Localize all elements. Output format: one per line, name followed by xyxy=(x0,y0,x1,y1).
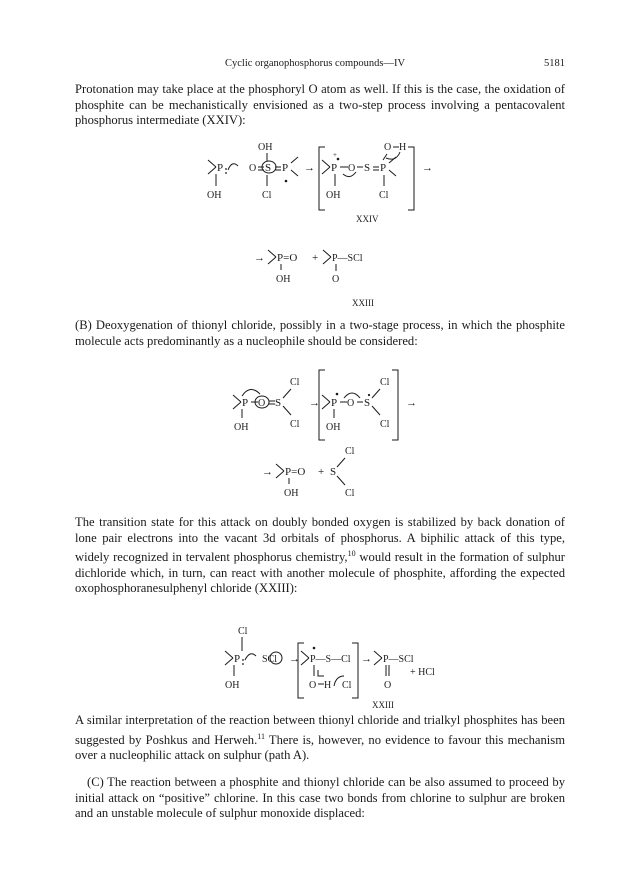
s3-intermediate-p: P xyxy=(331,397,338,409)
s3-intermediate-s: S xyxy=(364,397,371,409)
s4-oh: OH xyxy=(284,488,299,499)
s3-s: S xyxy=(275,397,282,409)
s5-scl: SCl xyxy=(262,654,278,665)
s2-p-scl: P—SCl xyxy=(332,253,363,264)
s3-intermediate-cl-bottom: Cl xyxy=(380,419,390,430)
s4-arrow: → xyxy=(262,466,273,478)
s1-curved-arrow-1 xyxy=(228,164,238,170)
s5-arrow-1: → xyxy=(289,653,300,665)
s4-s: S xyxy=(330,466,337,478)
s1-xxiv-o: O xyxy=(348,163,356,174)
s5-cl-top: Cl xyxy=(238,626,248,637)
s4-p-o: P=O xyxy=(285,466,306,478)
s1-arrow-1: → xyxy=(304,162,315,174)
similar-text-2: There is, however, no evidence to favour this mechanism over a nucleophilic attack on sulphur (path A). xyxy=(75,732,565,763)
svg-text:+: + xyxy=(333,151,337,159)
s3-cl-bottom: Cl xyxy=(290,419,300,430)
s4-cl-top: Cl xyxy=(345,446,355,457)
paragraph-positive-chlorine: (C) The reaction between a phosphite and thionyl chloride can be also assumed to proceed by initial attack on “positive” chlorine. In this case two bonds from chlorine to sulphur are broken and an unstable molecule of sulphur monoxide displaced: xyxy=(75,775,565,820)
s1-socl2-o: O xyxy=(249,163,257,174)
s1-curved-arrow-3 xyxy=(386,152,400,159)
s3-o: O xyxy=(258,398,266,409)
s5-intermediate-o: O xyxy=(309,680,317,691)
s2-oh: OH xyxy=(276,274,291,285)
reference-10: 10 xyxy=(347,549,356,558)
similar-text-1: A similar interpretation of the reaction between thionyl chloride and trialkyl phosphites has been suggested by Poshkus and Herweh. xyxy=(75,713,565,747)
s1-socl2-p: P xyxy=(282,162,289,174)
s3-right-bracket xyxy=(392,370,398,440)
s3-oh: OH xyxy=(234,422,249,433)
journal-title: Cyclic organophosphorus compounds—IV xyxy=(225,58,406,69)
page-number: 5181 xyxy=(544,58,565,69)
s1-xxiv-p2: P xyxy=(380,162,387,174)
scheme-1-pentacovalent-intermediate xyxy=(207,142,433,224)
scheme-4-sulphur-dichloride xyxy=(262,446,355,499)
s5-arrow-2: → xyxy=(361,653,372,665)
s1-top-oh: OH xyxy=(258,142,273,153)
s1-socl2-cl: Cl xyxy=(262,190,272,201)
s5-phosphite-p: P xyxy=(234,653,241,665)
s2-label-xxiii: XXIII xyxy=(352,298,374,308)
scheme-3-deoxygenation xyxy=(233,370,417,440)
s3-intermediate-cl-top: Cl xyxy=(380,377,390,388)
s3-arrow-2: → xyxy=(406,397,417,409)
reference-11: 11 xyxy=(257,731,265,741)
s3-arrow-1: → xyxy=(309,397,320,409)
s4-plus: + xyxy=(318,466,325,478)
s1-xxiv-p: P xyxy=(331,162,338,174)
s1-xxiv-cl: Cl xyxy=(379,190,389,201)
s1-left-bracket xyxy=(319,147,325,210)
s5-product-o: O xyxy=(384,680,392,691)
s3-intermediate-o: O xyxy=(347,398,355,409)
s1-xxiv-h: H xyxy=(399,142,407,153)
s2-p-o: P=O xyxy=(277,252,298,264)
s5-intermediate-p-s-cl: P—S—Cl xyxy=(310,654,351,665)
s4-cl-bottom: Cl xyxy=(345,488,355,499)
scheme-5-sulphenyl-chloride xyxy=(225,626,435,710)
s1-phosphite-p: P xyxy=(217,162,224,174)
s5-curved-arrow-1 xyxy=(245,654,256,660)
s5-plus-hcl: + HCl xyxy=(410,667,435,678)
transition-state-text-2: would result in the formation of sulphur dichloride which, in turn, can react with another molecule of phosphite, affording the expected oxophosphoranesulphenyl chloride (XXIII): xyxy=(75,550,565,596)
s1-xxiv-top-o: O xyxy=(384,142,392,153)
paragraph-deoxygenation: (B) Deoxygenation of thionyl chloride, possibly in a two-stage process, in which the phosphite molecule acts predominantly as a nucleophile should be considered: xyxy=(75,318,565,348)
s3-p: P xyxy=(242,397,249,409)
scheme-2-products xyxy=(254,250,374,308)
s5-intermediate-cl: Cl xyxy=(342,680,352,691)
s2-o: O xyxy=(332,274,340,285)
s1-xxiv-oh: OH xyxy=(326,190,341,201)
s3-intermediate-oh: OH xyxy=(326,422,341,433)
s1-arrow-2: → xyxy=(422,162,433,174)
s5-label-xxiii: XXIII xyxy=(372,700,394,710)
paragraph-protonation: Protonation may take place at the phosphoryl O atom as well. If this is the case, the oxidation of phosphite can be mechanistically envisioned as a two-step process involving a pentacovalent phosphorus intermediate (XXIV): xyxy=(75,82,565,127)
s5-product-p-scl: P—SCl xyxy=(383,654,414,665)
s1-label-xxiv: XXIV xyxy=(356,214,379,224)
s3-cl-top: Cl xyxy=(290,377,300,388)
transition-state-text-1: The transition state for this attack on doubly bonded oxygen is stabilized by back donation of lone pair electrons into the vacant 3d orbitals of phosphorus. A biphilic attack of this type, widely recognized in tervalent phosphorus chemistry, xyxy=(75,515,565,565)
s1-xxiv-s: S xyxy=(364,162,371,174)
s1-socl2-s: S xyxy=(265,162,272,174)
s5-right-bracket xyxy=(352,643,358,698)
s5-intermediate-h: H xyxy=(324,680,332,691)
s5-curved-arrow-2 xyxy=(318,670,324,676)
s3-curved-arrow-1 xyxy=(242,389,260,396)
s5-phosphite-oh: OH xyxy=(225,680,240,691)
s1-phosphite-oh: OH xyxy=(207,190,222,201)
s2-arrow: → xyxy=(254,252,265,264)
s1-right-bracket xyxy=(408,147,414,210)
s2-plus: + xyxy=(312,252,319,264)
